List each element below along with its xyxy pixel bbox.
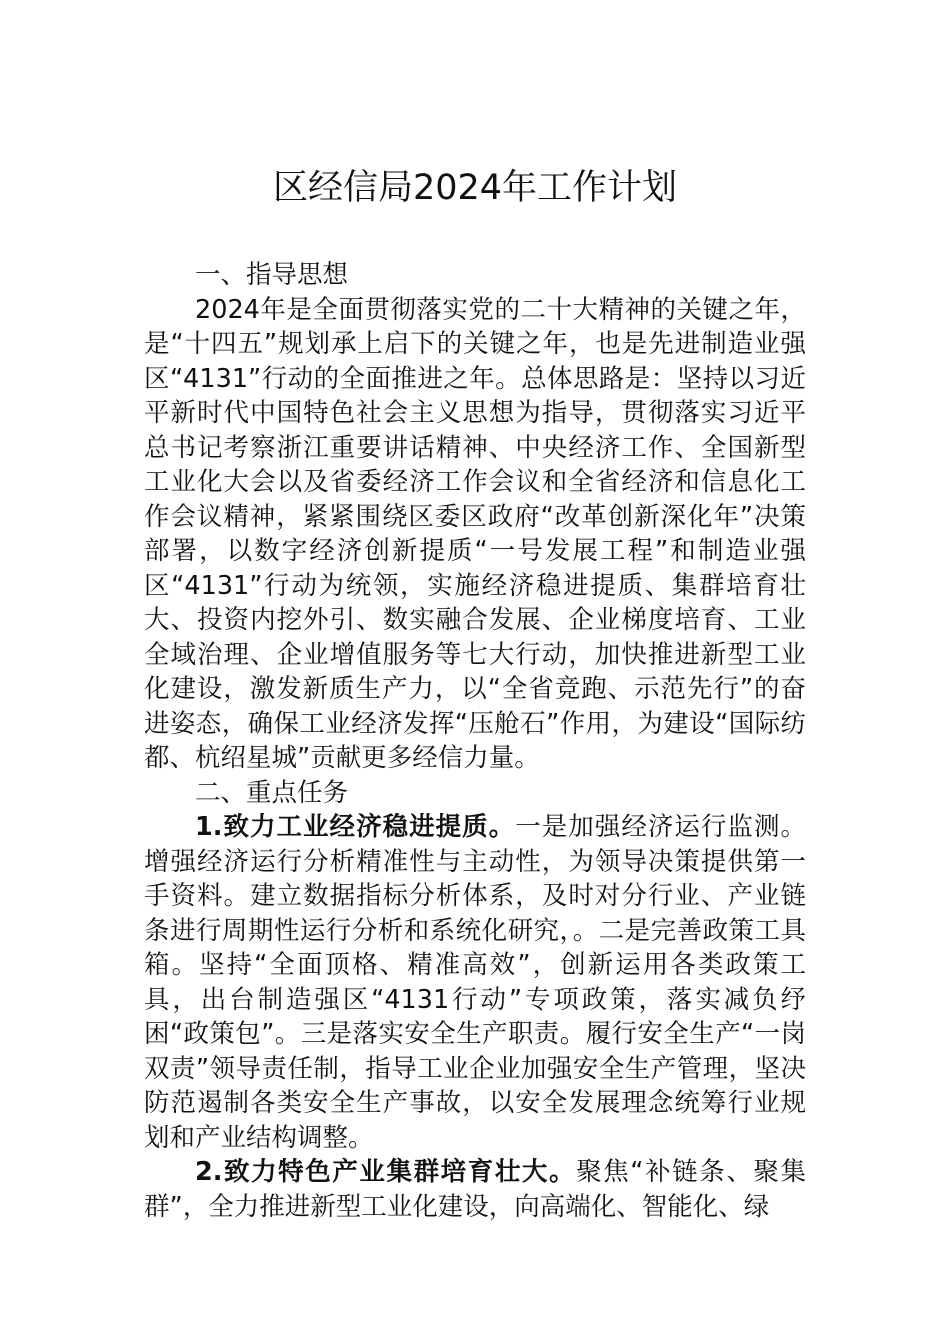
task-1-body: 一是加强经济运行监测。增强经济运行分析精准性与主动性，为领导决策提供第一手资料。建立数据指标分析体系，及时对分行业、产业链条进行周期性运行分析和系统化研究，。二是完善政策工具箱。坚持“全面顶格、精准高效”，创新运用各类政策工具，出台制造强区“4131行动”专项政策，落实减负纾困“政策包”。三是落实安全生产职责。履行安全生产“一岗双责”领导责任制，指导工业企业加强安全生产管理，坚决防范遏制各类安全生产事故，以安全发展理念统筹行业规划和产业结构调整。 [144,812,806,1153]
paragraph-guiding-ideology: 2024年是全面贯彻落实党的二十大精神的关键之年，是“十四五”规划承上启下的关键之年，也是先进制造业强区“4131”行动的全面推进之年。总体思路是：坚持以习近平新时代中国特色社会主义思想为指导，贯彻落实习近平总书记考察浙江重要讲话精神、中央经济工作、全国新型工业化大会以及省委经济工作会议和全省经济和信息化工作会议精神，紧紧围绕区委区政府“改革创新深化年”决策部署，以数字经济创新提质“一号发展工程”和制造业强区“4131”行动为统领，实施经济稳进提质、集群培育壮大、投资内挖外引、数实融合发展、企业梯度培育、工业全域治理、企业增值服务等七大行动，加快推进新型工业化建设，激发新质生产力，以“全省竞跑、示范先行”的奋进姿态，确保工业经济发挥“压舱石”作用，为建设“国际纺都、杭绍星城”贡献更多经信力量。 [144,294,806,773]
task-2-body: 聚焦“补链条、聚集群”，全力推进新型工业化建设，向高端化、智能化、绿 [144,1157,806,1222]
paragraph-task-1 [144,810,806,1155]
section-heading-guiding-ideology: 一、指导思想 [195,260,349,290]
paragraph-task-2 [144,1155,806,1224]
document-body [144,258,806,1224]
task-1-title: 1.致力工业经济稳进提质。 [195,812,516,842]
section-heading-key-tasks: 二、重点任务 [195,777,349,808]
task-2-title: 2.致力特色产业集群培育壮大。 [195,1157,577,1187]
document-title: 区经信局2024年工作计划 [272,168,678,208]
